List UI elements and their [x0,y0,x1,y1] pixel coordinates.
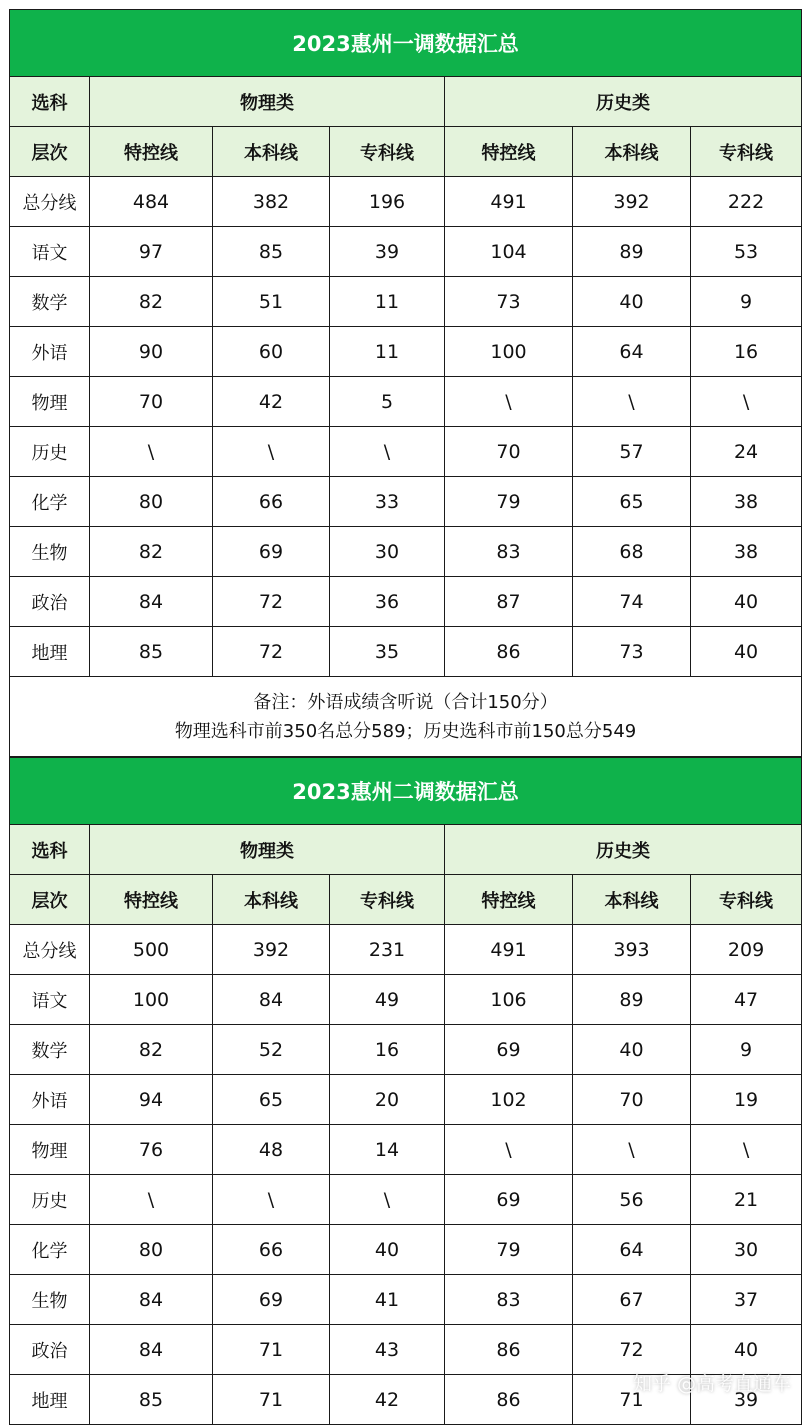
score-cell: 5 [330,377,445,427]
score-cell: 65 [213,1075,330,1125]
table-row [10,1325,802,1375]
table-row [10,177,802,227]
physics-group-header: 物理类 [90,825,445,875]
score-cell: 83 [445,1275,573,1325]
score-cell: 222 [691,177,802,227]
column-header: 特控线 [90,875,213,925]
score-cell: 38 [691,477,802,527]
score-cell: 21 [691,1175,802,1225]
score-cell: 84 [90,577,213,627]
history-group-header: 历史类 [445,825,802,875]
column-header: 本科线 [573,875,691,925]
score-cell: 65 [573,477,691,527]
table-row [10,427,802,477]
score-cell: 67 [573,1275,691,1325]
score-cell: 70 [90,377,213,427]
score-cell: 47 [691,975,802,1025]
score-cell: 69 [445,1175,573,1225]
score-cell: 11 [330,277,445,327]
table-first-exam [9,9,802,757]
score-cell: 69 [213,527,330,577]
score-cell: 86 [445,1325,573,1375]
row-label: 历史 [10,1175,90,1225]
score-cell: 86 [445,627,573,677]
score-cell: \ [445,377,573,427]
column-header: 特控线 [445,875,573,925]
score-cell: 11 [330,327,445,377]
score-cell: 72 [573,1325,691,1375]
note-line: 物理选科市前350名总分589；历史选科市前150总分549 [174,720,637,742]
watermark: 知乎 @高考直通车 [632,1373,791,1395]
table-second-exam [9,757,802,1425]
level-label: 层次 [10,875,90,925]
score-cell: 209 [691,925,802,975]
score-cell: 76 [90,1125,213,1175]
table-row [10,1025,802,1075]
row-label: 物理 [10,377,90,427]
column-header: 专科线 [691,127,802,177]
score-cell: 19 [691,1075,802,1125]
score-cell: 40 [573,277,691,327]
row-label: 物理 [10,1125,90,1175]
table-row [10,925,802,975]
score-cell: 70 [445,427,573,477]
row-label: 数学 [10,1025,90,1075]
score-cell: 393 [573,925,691,975]
subject-selection-label: 选科 [10,77,90,127]
score-cell: 71 [213,1325,330,1375]
row-label: 地理 [10,627,90,677]
score-cell: 82 [90,277,213,327]
score-cell: 30 [330,527,445,577]
score-cell: 40 [573,1025,691,1075]
score-cell: 48 [213,1125,330,1175]
score-cell: 85 [90,1375,213,1425]
score-cell: 41 [330,1275,445,1325]
score-cell: 87 [445,577,573,627]
table-row [10,627,802,677]
score-cell: 39 [691,1375,802,1425]
notes-cell [10,677,802,757]
table-body [10,177,802,677]
score-cell: 73 [445,277,573,327]
table-title: 2023惠州二调数据汇总 [10,758,802,825]
score-cell: 39 [330,227,445,277]
table-row [10,477,802,527]
score-cell: \ [330,1175,445,1225]
score-cell: 37 [691,1275,802,1325]
score-cell: 40 [330,1225,445,1275]
score-cell: \ [90,1175,213,1225]
score-cell: 42 [213,377,330,427]
column-header: 特控线 [445,127,573,177]
score-cell: 43 [330,1325,445,1375]
score-cell: 80 [90,1225,213,1275]
score-cell: 89 [573,975,691,1025]
score-cell: 104 [445,227,573,277]
table-row [10,1075,802,1125]
score-cell: 53 [691,227,802,277]
score-cell: \ [445,1125,573,1175]
score-cell: 73 [573,627,691,677]
table-row [10,1275,802,1325]
score-cell: 82 [90,527,213,577]
score-cell: 64 [573,327,691,377]
row-label: 外语 [10,327,90,377]
score-cell: 79 [445,1225,573,1275]
score-cell: 231 [330,925,445,975]
score-cell: 85 [90,627,213,677]
level-label: 层次 [10,127,90,177]
row-label: 地理 [10,1375,90,1425]
score-cell: 51 [213,277,330,327]
table-title: 2023惠州一调数据汇总 [10,10,802,77]
row-label: 历史 [10,427,90,477]
score-cell: 102 [445,1075,573,1125]
score-cell: 94 [90,1075,213,1125]
score-cell: 82 [90,1025,213,1075]
row-label: 政治 [10,1325,90,1375]
score-cell: 85 [213,227,330,277]
table-row [10,327,802,377]
column-header: 专科线 [330,127,445,177]
score-cell: 84 [90,1275,213,1325]
score-cell: 66 [213,1225,330,1275]
score-cell: 86 [445,1375,573,1425]
table-row [10,277,802,327]
score-cell: 79 [445,477,573,527]
score-cell: 57 [573,427,691,477]
score-cell: 64 [573,1225,691,1275]
score-cell: 100 [445,327,573,377]
column-header: 专科线 [330,875,445,925]
score-cell: 30 [691,1225,802,1275]
history-group-header: 历史类 [445,77,802,127]
table-row [10,577,802,627]
score-cell: 69 [445,1025,573,1075]
table-row [10,377,802,427]
score-cell: 9 [691,277,802,327]
score-cell: 35 [330,627,445,677]
table-body [10,925,802,1425]
score-cell: \ [213,427,330,477]
score-cell: 60 [213,327,330,377]
score-cell: 84 [90,1325,213,1375]
score-cell: 68 [573,527,691,577]
table-row [10,227,802,277]
table-row [10,527,802,577]
row-label: 数学 [10,277,90,327]
row-label: 化学 [10,477,90,527]
score-cell: 97 [90,227,213,277]
score-cell: 90 [90,327,213,377]
subject-selection-label: 选科 [10,825,90,875]
score-cell: \ [573,1125,691,1175]
table-row [10,1125,802,1175]
score-cell: 500 [90,925,213,975]
score-cell: \ [573,377,691,427]
score-cell: 24 [691,427,802,477]
score-cell: 100 [90,975,213,1025]
score-cell: 14 [330,1125,445,1175]
row-label: 生物 [10,527,90,577]
score-cell: 89 [573,227,691,277]
score-cell: 66 [213,477,330,527]
score-cell: 71 [573,1375,691,1425]
column-header: 本科线 [213,875,330,925]
score-cell: 382 [213,177,330,227]
score-cell: \ [330,427,445,477]
row-label: 总分线 [10,925,90,975]
column-header: 专科线 [691,875,802,925]
score-cell: 56 [573,1175,691,1225]
score-cell: 196 [330,177,445,227]
score-cell: 106 [445,975,573,1025]
score-cell: 40 [691,627,802,677]
score-cell: 84 [213,975,330,1025]
row-label: 政治 [10,577,90,627]
score-cell: 392 [573,177,691,227]
score-cell: 20 [330,1075,445,1125]
page [9,9,801,1425]
column-header: 本科线 [213,127,330,177]
score-cell: 40 [691,1325,802,1375]
score-cell: 38 [691,527,802,577]
row-label: 总分线 [10,177,90,227]
score-cell: 49 [330,975,445,1025]
score-cell: 16 [330,1025,445,1075]
score-cell: 69 [213,1275,330,1325]
score-cell: \ [90,427,213,477]
score-cell: 9 [691,1025,802,1075]
physics-group-header: 物理类 [90,77,445,127]
score-cell: 491 [445,925,573,975]
score-cell: 74 [573,577,691,627]
score-cell: \ [691,377,802,427]
score-cell: 83 [445,527,573,577]
table-row [10,1225,802,1275]
score-cell: 72 [213,627,330,677]
score-cell: 71 [213,1375,330,1425]
score-cell: 40 [691,577,802,627]
note-line: 备注：外语成绩含听说（合计150分） [253,691,558,713]
row-label: 生物 [10,1275,90,1325]
row-label: 外语 [10,1075,90,1125]
score-cell: 16 [691,327,802,377]
table-row [10,975,802,1025]
score-cell: 392 [213,925,330,975]
score-cell: 36 [330,577,445,627]
score-cell: 72 [213,577,330,627]
row-label: 化学 [10,1225,90,1275]
row-label: 语文 [10,227,90,277]
column-header: 本科线 [573,127,691,177]
row-label: 语文 [10,975,90,1025]
score-cell: 484 [90,177,213,227]
score-cell: 70 [573,1075,691,1125]
score-cell: 80 [90,477,213,527]
score-cell: 33 [330,477,445,527]
score-cell: \ [691,1125,802,1175]
column-header: 特控线 [90,127,213,177]
score-cell: 491 [445,177,573,227]
score-cell: \ [213,1175,330,1225]
table-row [10,1175,802,1225]
score-cell: 52 [213,1025,330,1075]
score-cell: 42 [330,1375,445,1425]
